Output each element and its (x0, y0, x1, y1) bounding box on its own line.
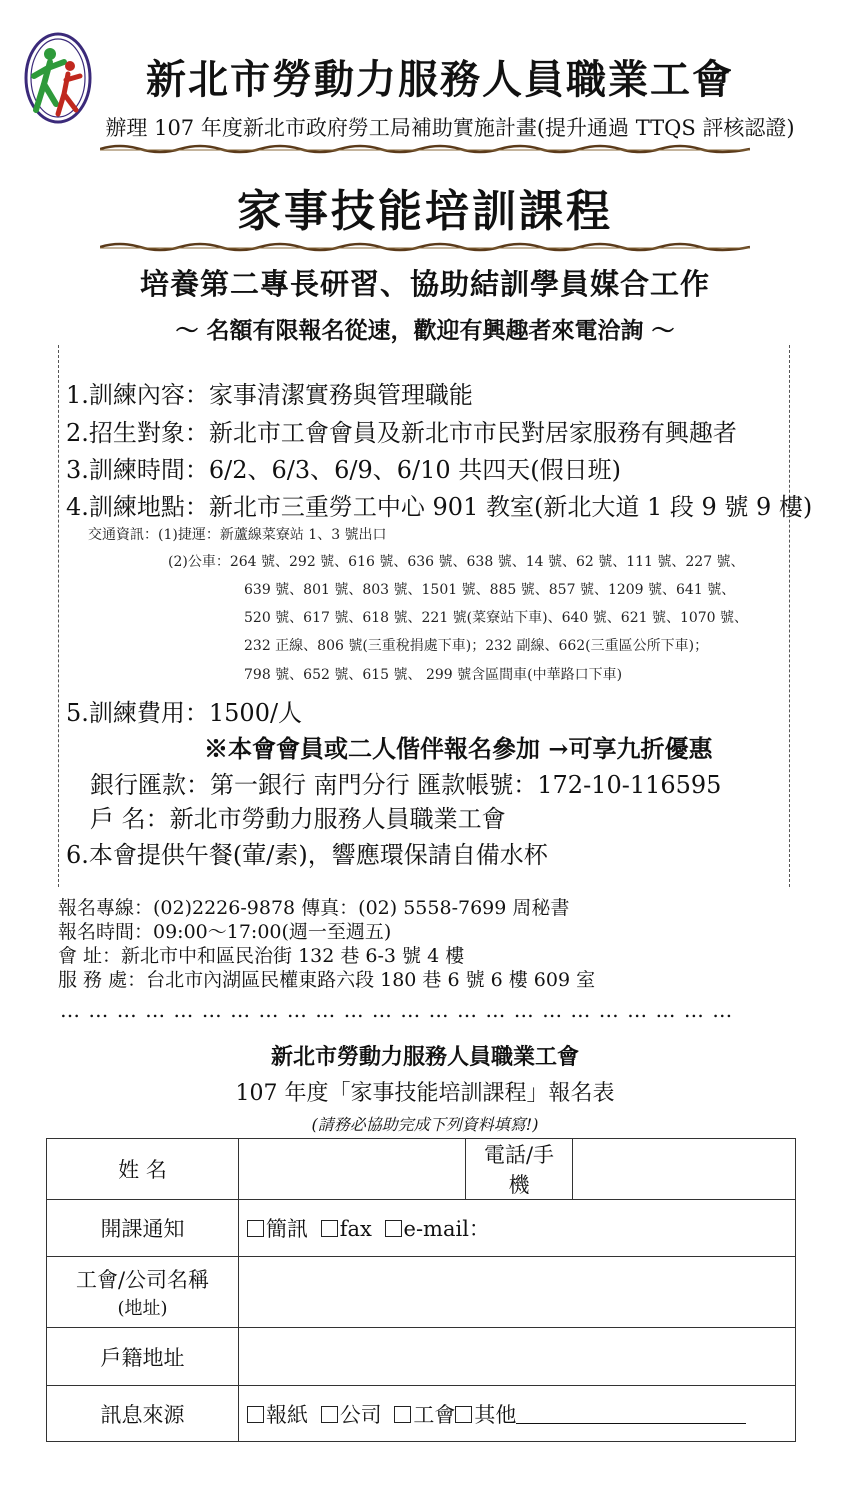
company-label-sub: (地址) (117, 1298, 168, 1319)
item-fee: 5.訓練費用：1500/人 (66, 699, 303, 727)
transport-bus-line: 798 號、652 號、615 號、 299 號含區間車(中華路口下車) (244, 667, 623, 683)
newspaper-checkbox[interactable] (247, 1406, 264, 1423)
contact-address: 會 址：新北市中和區民治街 132 巷 6-3 號 4 樓 (58, 945, 465, 967)
email-option-label: e-mail： (403, 1217, 490, 1241)
org-title: 新北市勞動力服務人員職業工會 (146, 56, 734, 103)
source-label: 訊息來源 (47, 1386, 239, 1442)
item-schedule: 3.訓練時間：6/2、6/3、6/9、6/10 共四天(假日班) (66, 456, 622, 484)
union-option-label: 工會 (413, 1402, 456, 1427)
transport-mrt: 交通資訊：(1)捷運：新蘆線菜寮站 1、3 號出口 (88, 527, 387, 543)
phone-label: 電話/手機 (466, 1139, 573, 1200)
sms-checkbox[interactable] (247, 1220, 264, 1237)
registration-form (46, 1138, 796, 1442)
form-title: 107 年度「家事技能培訓課程」報名表 (235, 1081, 615, 1106)
company-label-main: 工會/公司名稱 (75, 1268, 210, 1292)
source-options (239, 1386, 796, 1442)
other-checkbox[interactable] (455, 1406, 472, 1423)
vine-divider-top (100, 142, 750, 156)
contact-office: 服 務 處：台北市內湖區民權東路六段 180 巷 6 號 6 樓 609 室 (58, 969, 596, 991)
slogan: ～ 名額有限報名從速，歡迎有興趣者來電洽詢 ～ (175, 317, 675, 344)
notify-options (239, 1200, 796, 1257)
sms-option-label: 簡訊 (266, 1217, 308, 1241)
household-field[interactable] (239, 1328, 796, 1386)
fax-option-label: fax (339, 1217, 372, 1241)
transport-bus-line: (2)公車：264 號、292 號、616 號、636 號、638 號、14 號、62 號、111 號、227 號、 (168, 554, 745, 570)
vine-divider-bottom (100, 240, 750, 254)
email-checkbox[interactable] (385, 1220, 402, 1237)
item-content: 1.訓練內容：家事清潔實務與管理職能 (66, 381, 473, 409)
form-note: (請務必協助完成下列資料填寫!) (311, 1115, 539, 1134)
name-field[interactable] (239, 1139, 466, 1200)
plan-subtitle: 辦理 107 年度新北市政府勞工局補助實施計畫(提升通過 TTQS 評核認證) (105, 116, 795, 140)
form-org-name: 新北市勞動力服務人員職業工會 (270, 1044, 579, 1070)
company-checkbox[interactable] (321, 1406, 338, 1423)
fax-checkbox[interactable] (321, 1220, 338, 1237)
notify-label: 開課通知 (47, 1200, 239, 1257)
contact-phone: 報名專線：(02)2226-9878 傳真：(02) 5558-7699 周秘書 (58, 897, 570, 919)
item-location: 4.訓練地點：新北市三重勞工中心 901 教室(新北大道 1 段 9 號 9 樓) (66, 493, 813, 521)
household-label: 戶籍地址 (47, 1328, 239, 1386)
other-fill-line[interactable] (516, 1405, 746, 1424)
company-option-label: 公司 (339, 1402, 382, 1427)
course-title: 家事技能培訓課程 (237, 186, 613, 237)
fee-discount: ※本會會員或二人偕伴報名參加 →可享九折優惠 (204, 734, 713, 763)
item-lunch: 6.本會提供午餐(葷/素)，響應環保請自備水杯 (66, 841, 548, 869)
transport-bus-line: 639 號、801 號、803 號、1501 號、885 號、857 號、1209 號、641 號、 (244, 582, 736, 598)
union-logo (24, 32, 92, 124)
account-name: 戶 名：新北市勞動力服務人員職業工會 (90, 805, 506, 833)
transport-bus-line: 232 正線、806 號(三重稅捐處下車)；232 副線、662(三重區公所下車)； (244, 638, 709, 654)
bank-info: 銀行匯款：第一銀行 南門分行 匯款帳號：172-10-116595 (90, 771, 722, 799)
union-checkbox[interactable] (394, 1406, 411, 1423)
tagline: 培養第二專長研習、協助結訓學員媒合工作 (139, 267, 710, 301)
other-option-label: 其他 (474, 1402, 517, 1427)
name-label: 姓 名 (47, 1139, 239, 1200)
newspaper-option-label: 報紙 (266, 1402, 308, 1427)
cut-line: … … … … … … … … … … … … … … … … … … … … … … … … (60, 998, 734, 1022)
phone-field[interactable] (573, 1139, 796, 1200)
company-label (47, 1257, 239, 1328)
company-field[interactable] (239, 1257, 796, 1328)
transport-bus-line: 520 號、617 號、618 號、221 號(菜寮站下車)、640 號、621 號、1070 號、 (244, 610, 749, 626)
contact-hours: 報名時間：09:00～17:00(週一至週五) (58, 921, 392, 943)
item-audience: 2.招生對象：新北市工會會員及新北市市民對居家服務有興趣者 (66, 419, 737, 447)
